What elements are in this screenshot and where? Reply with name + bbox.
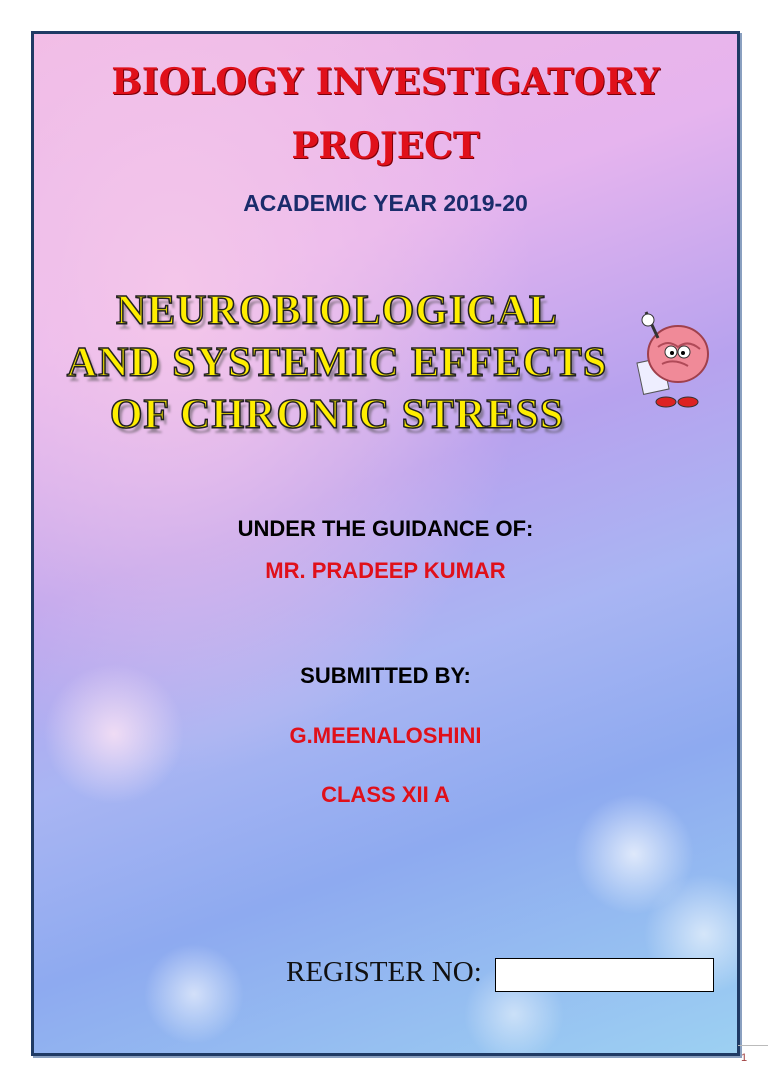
- title-line-2: PROJECT: [291, 125, 480, 167]
- student-name: G.MEENALOSHINI: [289, 723, 482, 748]
- topic-line-3: OF CHRONIC STRESS: [109, 392, 565, 438]
- brain-cartoon-icon: [626, 302, 716, 412]
- topic-line-1: NEUROBIOLOGICAL: [115, 288, 559, 334]
- guide-name: MR. PRADEEP KUMAR: [265, 558, 506, 583]
- page-number: 1: [741, 1052, 748, 1064]
- academic-year: ACADEMIC YEAR 2019-20: [243, 190, 528, 216]
- register-label: REGISTER NO:: [286, 956, 482, 988]
- submitted-by-label: SUBMITTED BY:: [300, 663, 471, 688]
- guidance-label: UNDER THE GUIDANCE OF:: [237, 516, 534, 541]
- topic-line-2: AND SYSTEMIC EFFECTS: [66, 340, 608, 386]
- student-class: CLASS XII A: [321, 782, 450, 807]
- register-number-field[interactable]: [495, 958, 714, 992]
- title-line-1: BIOLOGY INVESTIGATORY: [111, 61, 660, 103]
- cover-page-frame: [31, 31, 740, 1056]
- page-number-rule: [738, 1045, 768, 1046]
